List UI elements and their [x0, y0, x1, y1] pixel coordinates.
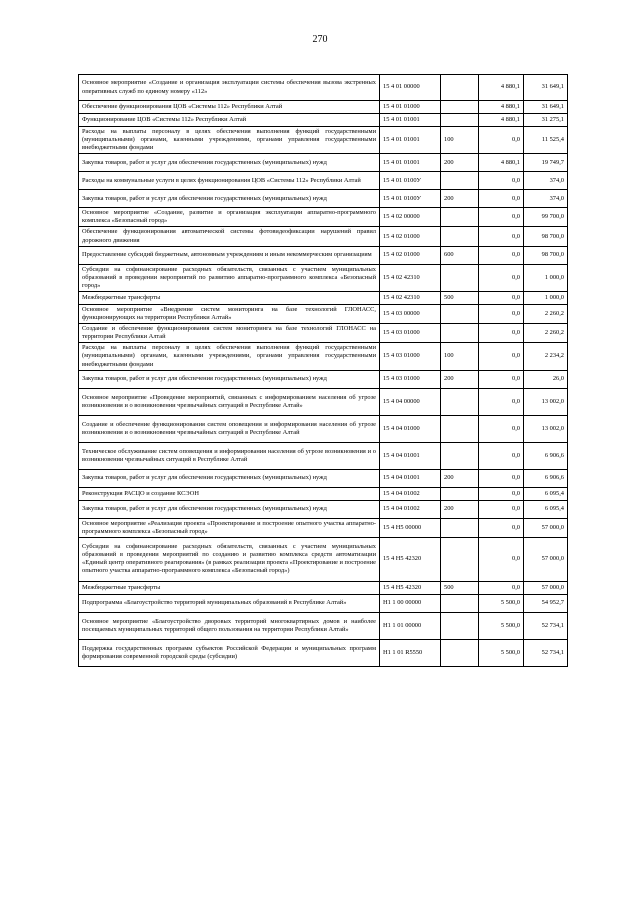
row-expense-type-cell	[441, 415, 479, 442]
table-row	[79, 101, 568, 114]
row-value-2-cell: 31 649,1	[524, 75, 568, 101]
row-name-cell: Закупка товаров, работ и услуг для обеспечения государственных (муниципальных) нужд	[79, 469, 380, 487]
row-code-cell: 15 4 03 01000	[380, 324, 441, 343]
row-name-cell: Реконструкция РАСЦО и создание КСЭОН	[79, 487, 380, 500]
row-value-1-cell: 4 880,1	[479, 114, 524, 127]
row-code-cell: 15 4 04 01002	[380, 487, 441, 500]
row-expense-type-cell	[441, 208, 479, 227]
row-expense-type-cell: 500	[441, 581, 479, 594]
row-value-2-cell: 98 700,0	[524, 246, 568, 264]
row-value-1-cell: 4 880,1	[479, 101, 524, 114]
row-value-1-cell: 0,0	[479, 469, 524, 487]
table-row	[79, 415, 568, 442]
budget-table-body	[79, 75, 568, 667]
row-value-2-cell: 2 234,2	[524, 343, 568, 370]
row-code-cell: 15 4 04 01002	[380, 500, 441, 518]
row-name-cell: Закупка товаров, работ и услуг для обеспечения государственных (муниципальных) нужд	[79, 500, 380, 518]
row-name-cell: Основное мероприятие «Проведение мероприятий, связанных с информированием населения об угрозе возникновения и о возникновении чрезвычайных ситуаций в Республике Алтай»	[79, 388, 380, 415]
table-row	[79, 324, 568, 343]
table-row	[79, 343, 568, 370]
row-value-1-cell: 0,0	[479, 172, 524, 190]
row-name-cell: Создание и обеспечение функционирования систем оповещения и информирования населения об угрозе возникновения и о возникновении чрезвычайных ситуаций в Республике Алтай	[79, 415, 380, 442]
row-expense-type-cell	[441, 304, 479, 323]
row-name-cell: Обеспечение функционирования автоматической системы фотовидеофиксации нарушений правил дорожного движения	[79, 227, 380, 246]
row-name-cell: Расходы на выплаты персоналу в целях обеспечения выполнения функций государственными (муниципальными) органами, казенными учреждениями, органами управления государственными внебюджетными фондами	[79, 127, 380, 154]
row-name-cell: Поддержка государственных программ субъектов Российской Федерации и муниципальных программ формирования современной городской среды (субсидии)	[79, 639, 380, 666]
row-code-cell: Н1 1 01 R5550	[380, 639, 441, 666]
row-value-2-cell: 19 749,7	[524, 154, 568, 172]
row-expense-type-cell: 200	[441, 469, 479, 487]
row-value-2-cell: 54 952,7	[524, 594, 568, 612]
row-expense-type-cell: 100	[441, 343, 479, 370]
row-code-cell: 15 4 02 42310	[380, 264, 441, 291]
row-code-cell: 15 4 03 00000	[380, 304, 441, 323]
row-code-cell: 15 4 01 0100У	[380, 172, 441, 190]
row-value-2-cell: 31 275,1	[524, 114, 568, 127]
row-value-1-cell: 0,0	[479, 264, 524, 291]
row-value-2-cell: 31 649,1	[524, 101, 568, 114]
table-row	[79, 291, 568, 304]
row-expense-type-cell	[441, 442, 479, 469]
row-code-cell: 15 4 01 01000	[380, 101, 441, 114]
row-value-2-cell: 1 000,0	[524, 291, 568, 304]
row-code-cell: 15 4 02 01000	[380, 246, 441, 264]
row-value-2-cell: 98 700,0	[524, 227, 568, 246]
table-row	[79, 172, 568, 190]
row-expense-type-cell	[441, 487, 479, 500]
row-name-cell: Функционирование ЦОВ «Системы 112» Республики Алтай	[79, 114, 380, 127]
row-expense-type-cell: 200	[441, 190, 479, 208]
row-value-1-cell: 4 880,1	[479, 154, 524, 172]
row-value-2-cell: 52 734,1	[524, 612, 568, 639]
row-code-cell: 15 4 01 01001	[380, 114, 441, 127]
row-code-cell: 15 4 Н5 00000	[380, 518, 441, 537]
row-value-1-cell: 0,0	[479, 227, 524, 246]
row-value-2-cell: 11 525,4	[524, 127, 568, 154]
row-code-cell: 15 4 Н5 42320	[380, 581, 441, 594]
budget-table	[78, 74, 568, 667]
row-value-2-cell: 6 095,4	[524, 500, 568, 518]
row-value-1-cell: 0,0	[479, 291, 524, 304]
row-value-2-cell: 1 000,0	[524, 264, 568, 291]
table-row	[79, 487, 568, 500]
table-row	[79, 537, 568, 581]
row-value-1-cell: 4 880,1	[479, 75, 524, 101]
row-value-2-cell: 374,0	[524, 172, 568, 190]
row-value-1-cell: 0,0	[479, 500, 524, 518]
row-value-2-cell: 374,0	[524, 190, 568, 208]
row-code-cell: 15 4 04 01001	[380, 442, 441, 469]
row-code-cell: 15 4 Н5 42320	[380, 537, 441, 581]
row-expense-type-cell: 600	[441, 246, 479, 264]
row-code-cell: 15 4 04 00000	[380, 388, 441, 415]
row-value-1-cell: 0,0	[479, 304, 524, 323]
row-name-cell: Техническое обслуживание систем оповещения и информирования населения об угрозе возникновения и о возникновении чрезвычайных ситуаций в Республике Алтай	[79, 442, 380, 469]
table-row	[79, 246, 568, 264]
row-name-cell: Основное мероприятие «Создание, развитие и организация эксплуатации аппаратно-программного комплекса «Безопасный город»	[79, 208, 380, 227]
row-value-1-cell: 0,0	[479, 442, 524, 469]
row-name-cell: Межбюджетные трансферты	[79, 581, 380, 594]
row-value-2-cell: 6 906,6	[524, 442, 568, 469]
row-name-cell: Обеспечение функционирования ЦОВ «Системы 112» Республики Алтай	[79, 101, 380, 114]
row-code-cell: 15 4 01 01001	[380, 154, 441, 172]
row-expense-type-cell: 100	[441, 127, 479, 154]
table-row	[79, 594, 568, 612]
row-value-2-cell: 13 002,0	[524, 415, 568, 442]
row-name-cell: Субсидии на софинансирование расходных обязательств, связанных с участием муниципальных образований в проведении мероприятий по созданию и развитию комплекса средств автоматизации «Единый центр оперативного реагирования» (в рамках реализации проекта «Проектирование и построение опытного участка аппаратно-программного комплекса «Безопасный город»)	[79, 537, 380, 581]
row-name-cell: Межбюджетные трансферты	[79, 291, 380, 304]
row-name-cell: Расходы на коммунальные услуги в целях функционирования ЦОВ «Системы 112» Республики Алтай	[79, 172, 380, 190]
row-expense-type-cell	[441, 537, 479, 581]
row-code-cell: 15 4 02 42310	[380, 291, 441, 304]
row-name-cell: Закупка товаров, работ и услуг для обеспечения государственных (муниципальных) нужд	[79, 370, 380, 388]
row-value-1-cell: 0,0	[479, 324, 524, 343]
row-value-2-cell: 13 002,0	[524, 388, 568, 415]
row-code-cell: 15 4 02 00000	[380, 208, 441, 227]
row-expense-type-cell	[441, 101, 479, 114]
table-row	[79, 190, 568, 208]
row-expense-type-cell	[441, 264, 479, 291]
row-expense-type-cell	[441, 612, 479, 639]
table-row	[79, 442, 568, 469]
row-expense-type-cell	[441, 114, 479, 127]
row-expense-type-cell: 200	[441, 500, 479, 518]
row-value-1-cell: 0,0	[479, 487, 524, 500]
row-expense-type-cell	[441, 639, 479, 666]
row-name-cell: Создание и обеспечение функционирования систем мониторинга на базе технологий ГЛОНАСС на территории Республики Алтай	[79, 324, 380, 343]
row-expense-type-cell	[441, 388, 479, 415]
table-row	[79, 518, 568, 537]
table-row	[79, 388, 568, 415]
row-name-cell: Предоставление субсидий бюджетным, автономным учреждениям и иным некоммерческим организациям	[79, 246, 380, 264]
row-value-1-cell: 0,0	[479, 518, 524, 537]
row-value-1-cell: 5 500,0	[479, 639, 524, 666]
row-value-1-cell: 0,0	[479, 343, 524, 370]
row-code-cell: 15 4 03 01000	[380, 343, 441, 370]
row-name-cell: Расходы на выплаты персоналу в целях обеспечения выполнения функций государственными (муниципальными) органами, казенными учреждениями, органами управления государственными внебюджетными фондами	[79, 343, 380, 370]
row-value-2-cell: 57 000,0	[524, 537, 568, 581]
row-value-1-cell: 0,0	[479, 208, 524, 227]
table-row	[79, 208, 568, 227]
row-name-cell: Основное мероприятие «Создание и организация эксплуатации системы обеспечения вызова экстренных оперативных служб по единому номеру «112»	[79, 75, 380, 101]
row-name-cell: Основное мероприятие «Внедрение систем мониторинга на базе технологий ГЛОНАСС, функционирующих на территории Республики Алтай»	[79, 304, 380, 323]
row-code-cell: 15 4 04 01001	[380, 469, 441, 487]
table-row	[79, 581, 568, 594]
row-value-2-cell: 6 906,6	[524, 469, 568, 487]
row-expense-type-cell: 200	[441, 370, 479, 388]
row-expense-type-cell	[441, 594, 479, 612]
table-row	[79, 127, 568, 154]
row-value-1-cell: 0,0	[479, 370, 524, 388]
row-value-2-cell: 2 260,2	[524, 324, 568, 343]
row-name-cell: Субсидии на софинансирование расходных обязательств, связанных с участием муниципальных образований в проведении мероприятий по развитию аппаратно-программного комплекса «Безопасный город»	[79, 264, 380, 291]
table-row	[79, 469, 568, 487]
page-number: 270	[312, 34, 328, 45]
row-value-2-cell: 52 734,1	[524, 639, 568, 666]
row-name-cell: Закупка товаров, работ и услуг для обеспечения государственных (муниципальных) нужд	[79, 154, 380, 172]
row-value-1-cell: 5 500,0	[479, 612, 524, 639]
row-expense-type-cell	[441, 227, 479, 246]
row-value-2-cell: 6 095,4	[524, 487, 568, 500]
row-expense-type-cell	[441, 172, 479, 190]
row-value-1-cell: 0,0	[479, 388, 524, 415]
row-value-2-cell: 57 000,0	[524, 581, 568, 594]
row-expense-type-cell	[441, 75, 479, 101]
row-value-2-cell: 26,0	[524, 370, 568, 388]
row-value-1-cell: 0,0	[479, 581, 524, 594]
row-expense-type-cell: 500	[441, 291, 479, 304]
table-row	[79, 612, 568, 639]
table-row	[79, 264, 568, 291]
row-value-1-cell: 0,0	[479, 127, 524, 154]
table-row	[79, 304, 568, 323]
row-expense-type-cell	[441, 518, 479, 537]
row-name-cell: Подпрограмма «Благоустройство территорий муниципальных образований в Республике Алтай»	[79, 594, 380, 612]
table-row	[79, 154, 568, 172]
row-value-1-cell: 0,0	[479, 537, 524, 581]
row-value-2-cell: 57 000,0	[524, 518, 568, 537]
row-name-cell: Основное мероприятие «Благоустройство дворовых территорий многоквартирных домов и наиболее посещаемых муниципальных территорий общего пользования на территории Республики Алтай»	[79, 612, 380, 639]
row-value-2-cell: 2 260,2	[524, 304, 568, 323]
table-row	[79, 227, 568, 246]
row-value-1-cell: 5 500,0	[479, 594, 524, 612]
row-code-cell: 15 4 03 01000	[380, 370, 441, 388]
table-row	[79, 75, 568, 101]
row-code-cell: 15 4 01 00000	[380, 75, 441, 101]
row-expense-type-cell: 200	[441, 154, 479, 172]
row-name-cell: Закупка товаров, работ и услуг для обеспечения государственных (муниципальных) нужд	[79, 190, 380, 208]
table-row	[79, 500, 568, 518]
row-value-1-cell: 0,0	[479, 246, 524, 264]
row-value-1-cell: 0,0	[479, 415, 524, 442]
row-name-cell: Основное мероприятие «Реализация проекта «Проектирование и построение опытного участка аппаратно-программного комплекса «Безопасный город»	[79, 518, 380, 537]
row-code-cell: Н1 1 01 00000	[380, 612, 441, 639]
row-code-cell: Н1 1 00 00000	[380, 594, 441, 612]
row-value-2-cell: 99 700,0	[524, 208, 568, 227]
row-code-cell: 15 4 01 01001	[380, 127, 441, 154]
row-value-1-cell: 0,0	[479, 190, 524, 208]
row-code-cell: 15 4 02 01000	[380, 227, 441, 246]
table-row	[79, 114, 568, 127]
table-row	[79, 370, 568, 388]
row-code-cell: 15 4 04 01000	[380, 415, 441, 442]
row-code-cell: 15 4 01 0100У	[380, 190, 441, 208]
row-expense-type-cell	[441, 324, 479, 343]
table-row	[79, 639, 568, 666]
